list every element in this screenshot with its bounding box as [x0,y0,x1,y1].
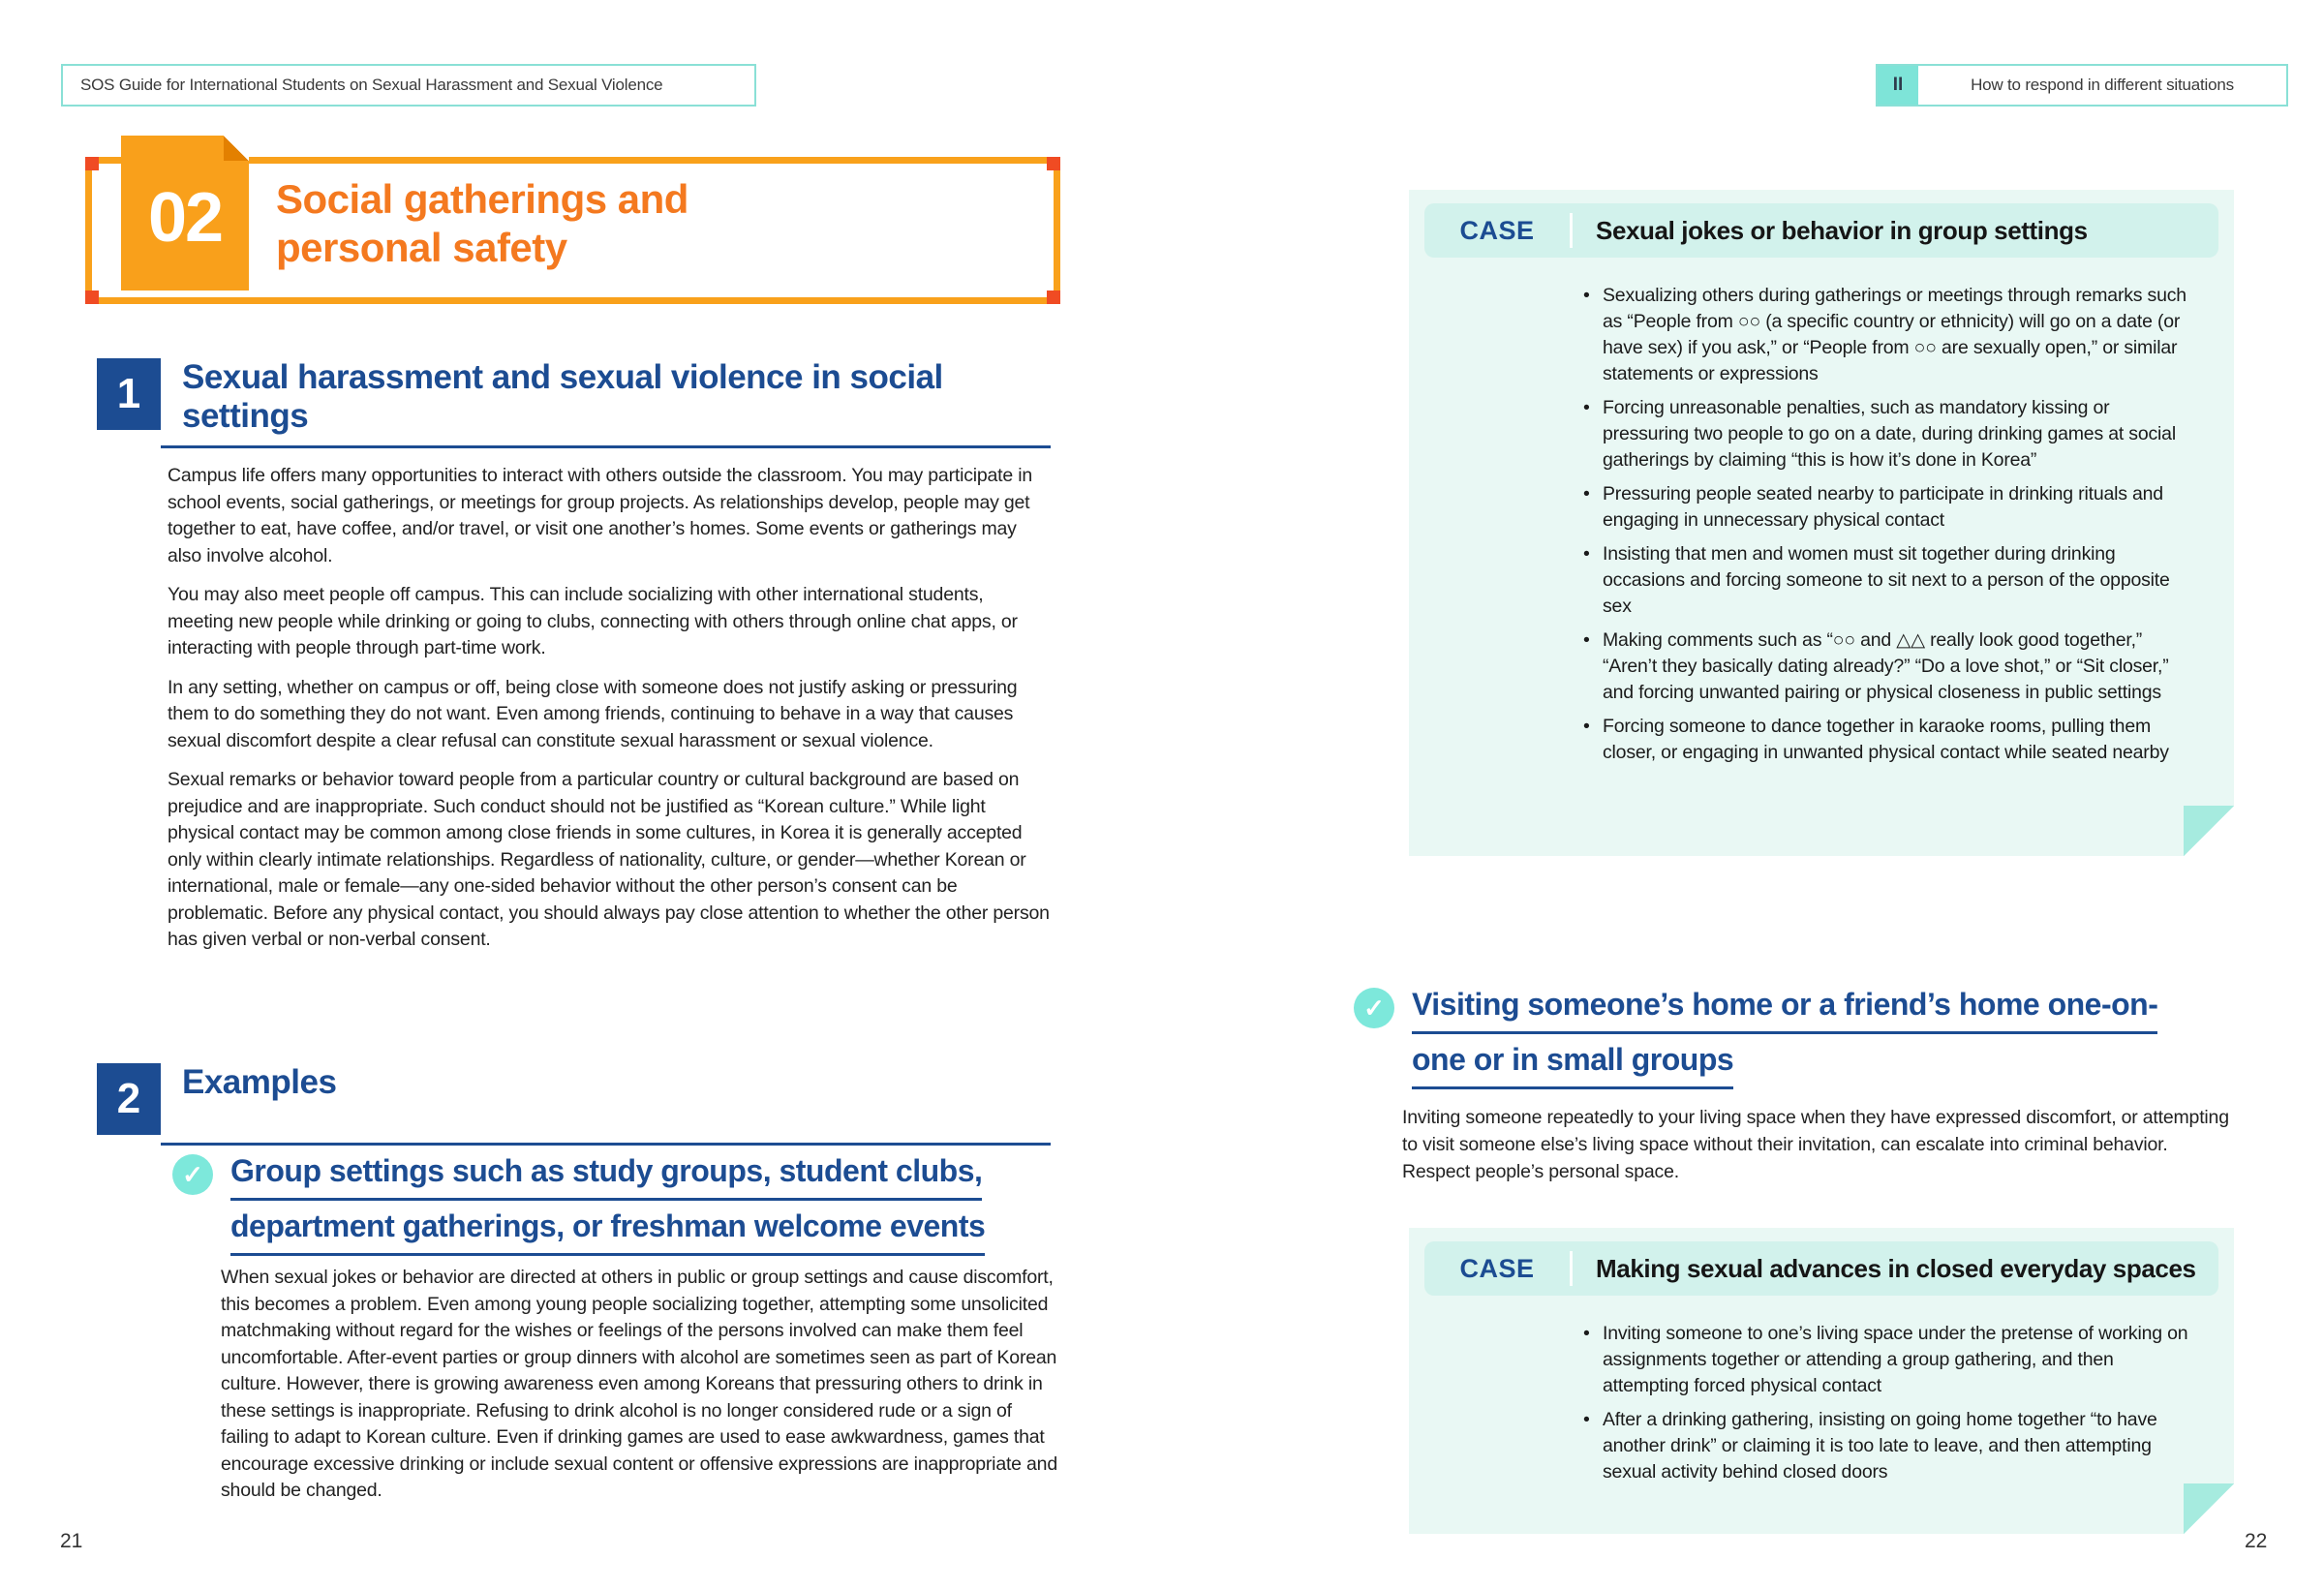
visiting-subheading-lines [1412,986,2157,1096]
running-header-right [1876,64,2288,107]
page-number-right: 22 [2245,1530,2268,1552]
chapter-number-badge [121,136,249,290]
chapter-title-line: personal safety [276,225,567,270]
section-number-badge: 2 [97,1063,161,1135]
case-bullet: • Inviting someone to one’s living space under the pretense of working on assignments together or attending a group gathering, and then attempting forced physical contact [1603,1321,2189,1399]
section-1-body [168,463,1051,966]
subheading-line: one or in small groups [1412,1041,1733,1089]
case-header [1424,203,2218,258]
case-bullet-list [1409,1321,2234,1485]
example-subheading [172,1152,1054,1263]
section-number-badge: 1 [97,358,161,430]
case-bullet: • Insisting that men and women must sit together during drinking occasions and forcing someone to sit next to a person of the opposite sex [1603,541,2189,620]
check-icon: ✓ [172,1154,213,1195]
check-icon: ✓ [1354,988,1394,1028]
example-subheading-lines [230,1152,985,1263]
case-box-closed-spaces [1409,1228,2234,1534]
body-paragraph: You may also meet people off campus. This can include socializing with other international students, meeting new people while drinking or going to clubs, connecting with others through online chat apps, or interacting with people through part-time work. [168,584,1018,658]
case-bullet-list [1409,283,2234,766]
case-label: CASE [1459,1253,1535,1283]
section-1-heading: Sexual harassment and sexual violence in social settings [161,358,1051,448]
chapter-banner [85,157,1060,304]
part-title: How to respond in different situations [1971,76,2234,94]
subheading-line: department gatherings, or freshman welcome events [230,1208,985,1256]
running-header-left [61,64,756,107]
case-title: Making sexual advances in closed everyday spaces [1596,1253,2196,1283]
case-bullet: • Sexualizing others during gatherings or meetings through remarks such as “People from ○○ (a specific country or ethnicity) will go on a date (or have sex) if you ask,” or “People from ○○ are sexually open,” or similar statements or expressions [1603,283,2189,387]
corner-accent [85,290,99,304]
visiting-body [1402,1104,2237,1185]
case-bullet: • Forcing unreasonable penalties, such as mandatory kissing or pressuring two people to go on a date, during drinking games at social gatherings by claiming “this is how it’s done in Korea” [1603,395,2189,474]
corner-accent [1047,157,1060,170]
part-number-badge: II [1878,66,1918,105]
chapter-title [276,175,688,272]
folded-corner [2184,806,2234,856]
section-2-header [97,1063,1051,1146]
case-header [1424,1241,2218,1296]
body-paragraph: Inviting someone repeatedly to your living space when they have expressed discomfort, or attempting to visit someone else’s living space without their invitation, can escalate into criminal behavior. Respect people’s personal space. [1402,1107,2229,1182]
corner-accent [1047,290,1060,304]
case-bullet: • Pressuring people seated nearby to participate in drinking rituals and engaging in unnecessary physical contact [1603,481,2189,534]
visiting-subheading [1354,986,2254,1096]
body-paragraph: Campus life offers many opportunities to interact with others outside the classroom. You may participate in school events, social gatherings, or meetings for group projects. As relationships develop, people may get together to eat, have coffee, and/or travel, or visit one another’s homes. Some events or gatherings may also involve alcohol. [168,465,1033,566]
corner-accent [85,157,99,170]
page-number-left: 21 [60,1530,83,1552]
body-paragraph: Sexual remarks or behavior toward people from a particular country or cultural background are based on prejudice and are inappropriate. Such conduct should not be justified as “Korean culture.” While light physical contact may be common among close friends in some cultures, in Korea it is generally accepted only within clearly intimate relationships. Regardless of nationality, culture, or gender—whether Korean or international, male or female—any one-sided behavior without the other person’s consent can be problematic. Before any physical contact, you should always pay close attention to whether the other person has given verbal or non-verbal consent. [168,769,1050,950]
case-bullet: • Making comments such as “○○ and △△ really look good together,” “Aren’t they basically dating already?” “Do a love shot,” or “Sit closer,” and forcing unwanted pairing or physical closeness in public settings [1603,627,2189,706]
case-bullet: • Forcing someone to dance together in karaoke rooms, pulling them closer, or engaging in unwanted physical contact while seated nearby [1603,714,2189,766]
case-title: Sexual jokes or behavior in group settings [1596,215,2088,245]
subheading-line: Visiting someone’s home or a friend’s home one-on- [1412,986,2157,1034]
case-bullet: • After a drinking gathering, insisting on going home together “to have another drink” or claiming it is too late to leave, and then attempting sexual activity behind closed doors [1603,1407,2189,1485]
example-body [221,1265,1059,1517]
section-2-heading: Examples [161,1063,1051,1146]
case-label: CASE [1459,215,1535,245]
body-paragraph: When sexual jokes or behavior are directed at others in public or group settings and cause discomfort, this becomes a problem. Even among young people socializing together, attempting some unsolicited matchmaking without regard for the wishes or feelings of the persons involved can make them feel uncomfortable. After-event parties or group dinners with alcohol are sometimes seen as part of Korean culture. However, there is growing awareness even among Koreans that pressuring others to drink in these settings is inappropriate. Refusing to drink alcohol is no longer considered rude or a sign of failing to adapt to Korean culture. Even if drinking games are used to ease awkwardness, games that encourage excessive drinking or include sexual content or offensive expressions are inappropriate and should be changed. [221,1267,1057,1501]
case-box-group-settings [1409,190,2234,856]
section-1-header [97,358,1051,448]
guide-title: SOS Guide for International Students on Sexual Harassment and Sexual Violence [80,76,663,94]
folded-corner [2184,1483,2234,1534]
body-paragraph: In any setting, whether on campus or off, being close with someone does not justify asking or pressuring them to do something they do not want. Even among friends, continuing to behave in a way that causes sexual discomfort despite a clear refusal can constitute sexual harassment or sexual violence. [168,676,1018,751]
chapter-title-line: Social gatherings and [276,176,688,222]
chapter-number: 02 [147,179,223,257]
subheading-line: Group settings such as study groups, student clubs, [230,1152,982,1201]
